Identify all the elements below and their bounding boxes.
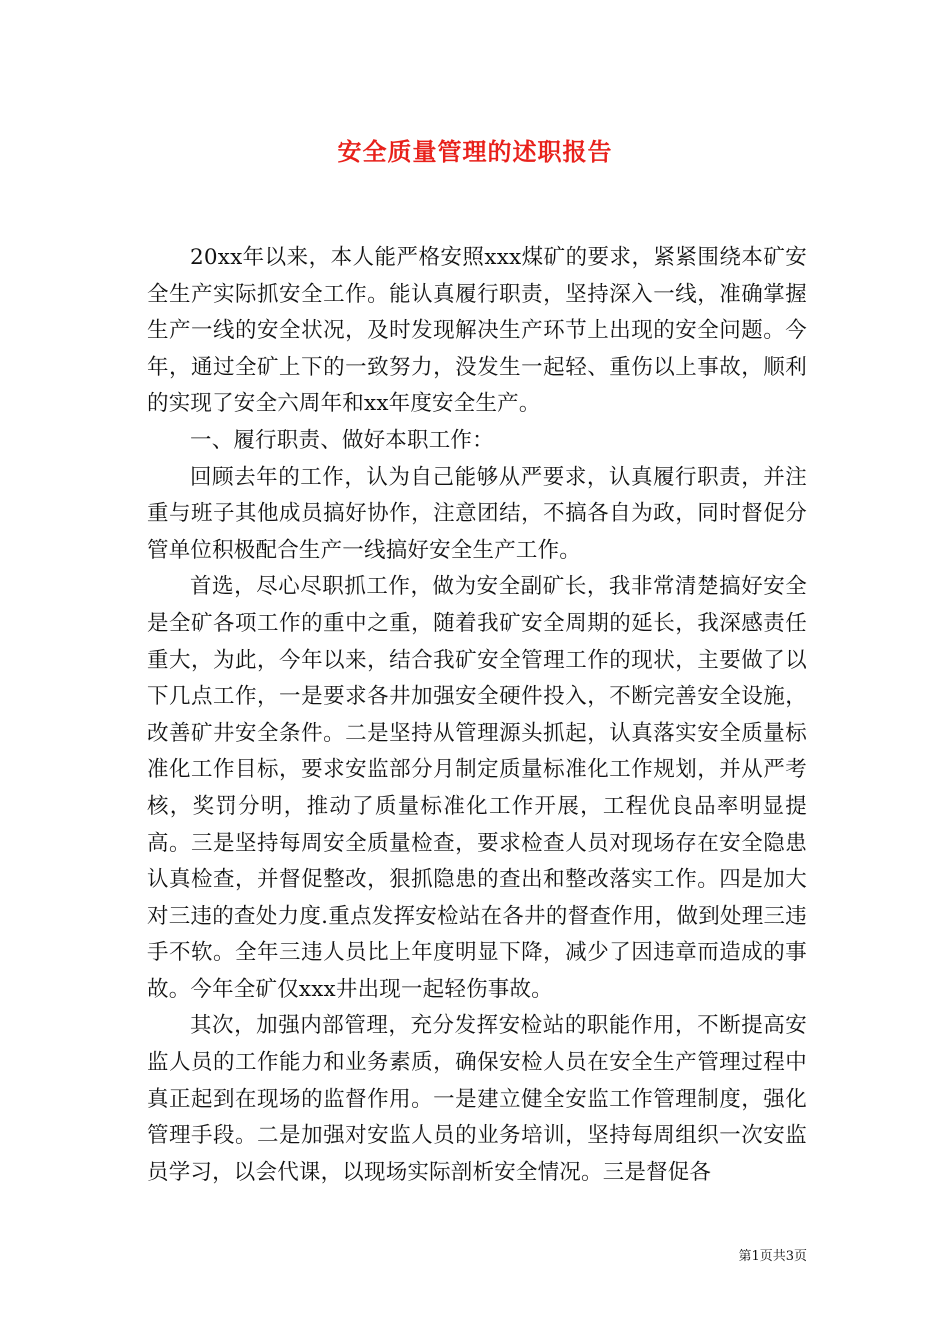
page-number-footer: 第1页共3页 [738, 1249, 807, 1264]
paragraph-review: 回顾去年的工作，认为自己能够从严要求，认真履行职责，并注重与班子其他成员搞好协作，注意团结，不搞各自为政，同时督促分管单位积极配合生产一线搞好安全生产工作。 [147, 464, 807, 563]
section-heading-1: 一、履行职责、做好本职工作： [190, 427, 494, 453]
document-body [147, 240, 807, 1191]
document-title: 安全质量管理的述职报告 [337, 137, 613, 166]
paragraph-first: 首选，尽心尽职抓工作，做为安全副矿长，我非常清楚搞好安全是全矿各项工作的重中之重，随着我矿安全周期的延长，我深感责任重大，为此，今年以来，结合我矿安全管理工作的现状，主要做了以下几点工作，一是要求各井加强安全硬件投入，不断完善安全设施，改善矿井安全条件。二是坚持从管理源头抓起，认真落实安全质量标准化工作目标，要求安监部分月制定质量标准化工作规划，并从严考核，奖罚分明，推动了质量标准化工作开展，工程优良品率明显提高。三是坚持每周安全质量检查，要求检查人员对现场存在安全隐患认真检查，并督促整改，狠抓隐患的查出和整改落实工作。四是加大对三违的查处力度.重点发挥安检站在各井的督查作用，做到处理三违手不软。全年三违人员比上年度明显下降，减少了因违章而造成的事故。今年全矿仅xxx井出现一起轻伤事故。 [147, 574, 807, 1002]
paragraph-intro: 20xx年以来，本人能严格安照xxx煤矿的要求，紧紧围绕本矿安全生产实际抓安全工作。能认真履行职责，坚持深入一线，准确掌握生产一线的安全状况，及时发现解决生产环节上出现的安全问题。今年，通过全矿上下的一致努力，没发生一起轻、重伤以上事故，顺利的实现了安全六周年和xx年度安全生产。 [147, 245, 807, 417]
paragraph-second: 其次，加强内部管理，充分发挥安检站的职能作用，不断提高安监人员的工作能力和业务素质，确保安检人员在安全生产管理过程中真正起到在现场的监督作用。一是建立健全安监工作管理制度，强化管理手段。二是加强对安监人员的业务培训，坚持每周组织一次安监员学习，以会代课，以现场实际剖析安全情况。三是督促各 [147, 1013, 807, 1185]
